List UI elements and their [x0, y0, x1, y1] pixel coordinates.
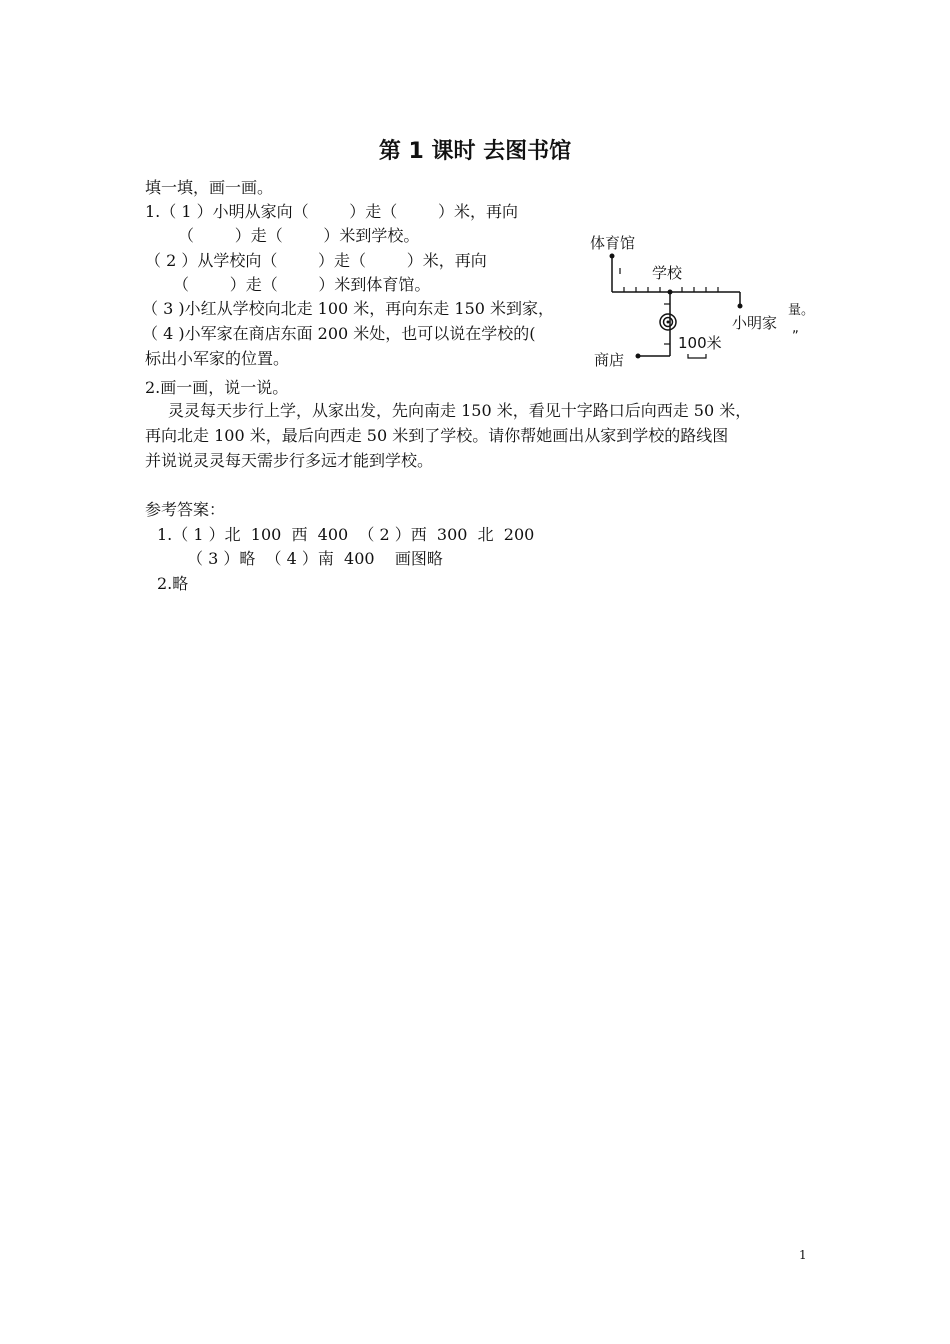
scale-bar [688, 354, 706, 358]
q1-line-5: （ 3 )小红从学校向北走 100 米，再向东走 150 米到家， [142, 299, 555, 318]
school-point [668, 290, 673, 295]
label-gym: 体育馆 [590, 234, 636, 252]
route-map [584, 226, 824, 376]
answers-heading: 参考答案： [145, 500, 226, 519]
q1-line-4: （ ）走（ ）米到体育馆。 [173, 275, 431, 294]
q2-paragraph-line-2: 再向北走 100 米，最后向西走 50 米到了学校。请你帮她画出从家到学校的路线图 [145, 426, 729, 445]
home-point [738, 304, 743, 309]
gym-point [610, 254, 615, 259]
marker-center [667, 321, 670, 324]
q2-paragraph-line-1: 灵灵每天步行上学，从家出发，先向南走 150 米，看见十字路口后向西走 50 米， [168, 401, 752, 420]
q1-line-6-fragment: „ [792, 321, 799, 336]
q2-heading: 2.画一画，说一说。 [145, 378, 289, 397]
label-shop: 商店 [594, 351, 625, 369]
section-intro: 填一填，画一画。 [145, 178, 274, 197]
label-school: 学校 [652, 264, 683, 282]
answer-1: 1.（ 1 ）北 100 西 400 （ 2 ）西 300 北 200 [157, 525, 535, 544]
page-number: 1 [799, 1248, 807, 1262]
label-scale: 100米 [678, 334, 722, 352]
q1-line-6: （ 4 )小军家在商店东面 200 米处，也可以说在学校的( [142, 324, 536, 343]
q1-line-3: （ 2 ）从学校向（ ）走（ ）米，再向 [145, 251, 487, 270]
q1-line-1: 1.（ 1 ）小明从家向（ ）走（ ）米，再向 [145, 202, 518, 221]
q2-paragraph-line-3: 并说说灵灵每天需步行多远才能到学校。 [145, 451, 434, 470]
answer-2: 2.略 [157, 574, 189, 593]
q1-line-7: 标出小军家的位置。 [145, 349, 290, 368]
shop-point [636, 354, 641, 359]
q1-line-2: （ ）走（ ）米到学校。 [178, 226, 420, 245]
label-xiaoming-home: 小明家 [732, 314, 778, 332]
q1-line-5-fragment: 量。 [788, 303, 815, 318]
answer-1-continued: （ 3 ）略 （ 4 ）南 400 画图略 [187, 549, 443, 568]
page-title: 第 1 课时 去图书馆 [378, 139, 572, 164]
